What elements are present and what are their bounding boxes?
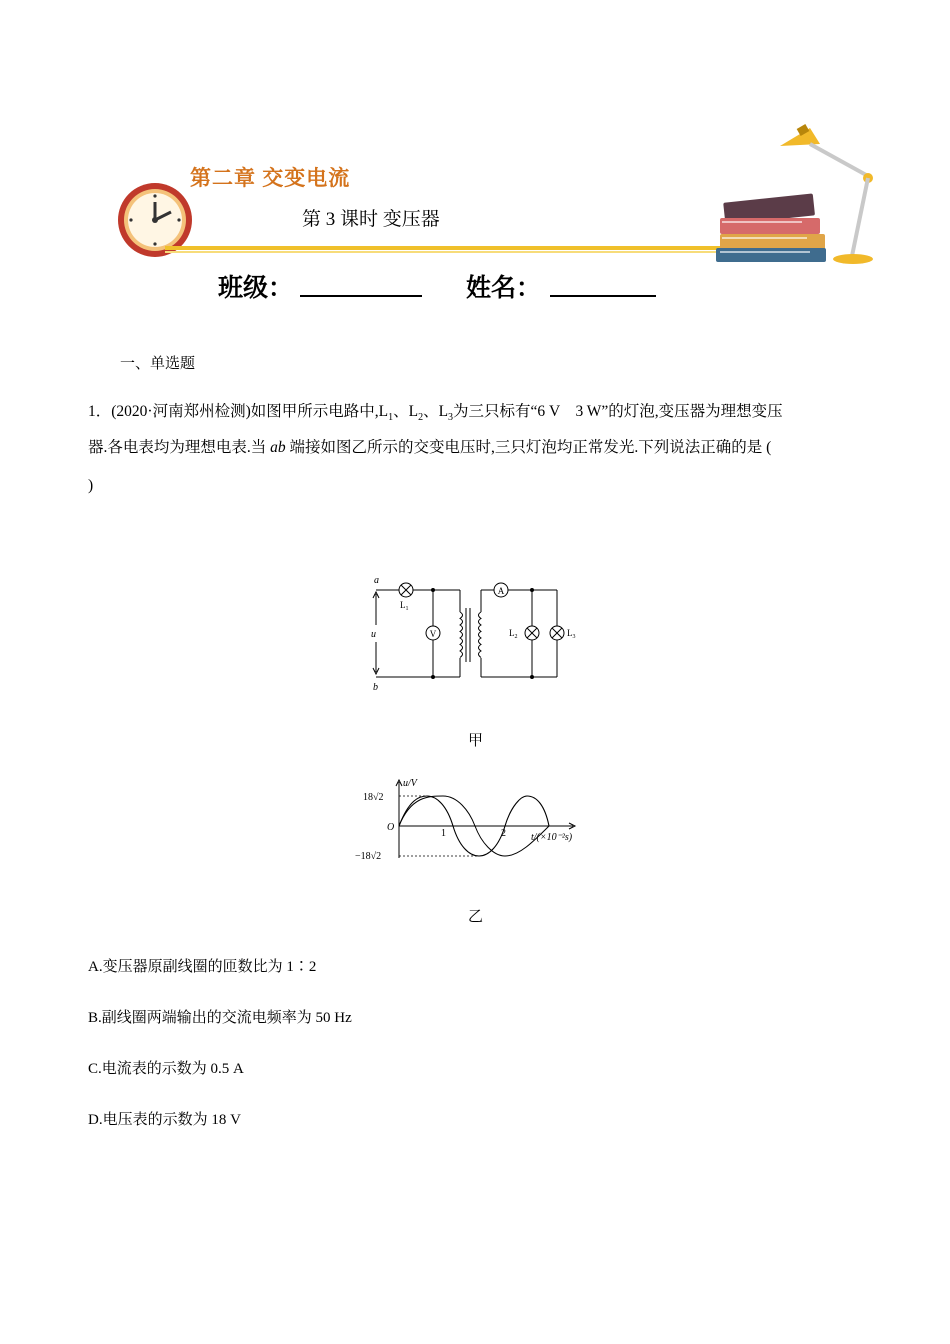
class-label: 班级： bbox=[218, 275, 294, 302]
label-a: a bbox=[374, 575, 379, 586]
svg-text:A: A bbox=[497, 586, 505, 596]
label-l2: $L_2$ bbox=[509, 628, 518, 640]
figure2-caption: 乙 bbox=[468, 909, 484, 925]
lamp-l1-icon bbox=[399, 583, 413, 597]
x-tick-2: 2 bbox=[501, 828, 506, 839]
label-l1: $L_1$ bbox=[400, 600, 409, 612]
ammeter-icon bbox=[494, 583, 508, 597]
sine-curve bbox=[355, 770, 595, 870]
y-max-label: 18√2 bbox=[363, 792, 384, 803]
option-d[interactable]: D.电压表的示数为 18 V bbox=[88, 1112, 241, 1128]
name-field[interactable] bbox=[550, 295, 656, 297]
books-and-lamp-icon bbox=[710, 118, 885, 268]
x-axis-label: t/(×10⁻²s) bbox=[531, 832, 573, 843]
figure1-caption: 甲 bbox=[468, 733, 484, 749]
option-b[interactable]: B.副线圈两端输出的交流电频率为 50 Hz bbox=[88, 1010, 352, 1026]
y-min-label: −18√2 bbox=[355, 851, 382, 862]
x-tick-1: 1 bbox=[441, 828, 446, 839]
question-stem-line3: ) bbox=[88, 477, 94, 494]
label-u: u bbox=[371, 629, 376, 640]
lamp-l3-icon bbox=[550, 626, 564, 640]
option-c[interactable]: C.电流表的示数为 0.5 A bbox=[88, 1061, 244, 1077]
label-b: b bbox=[373, 682, 378, 693]
lamp-l2-icon bbox=[525, 626, 539, 640]
section-title: 一、单选题 bbox=[120, 356, 196, 372]
y-axis-label: u/V bbox=[403, 778, 417, 789]
label-l3: $L_3$ bbox=[567, 628, 576, 640]
svg-text:V: V bbox=[429, 629, 437, 639]
voltmeter-icon bbox=[426, 626, 440, 640]
chapter-title: 第二章 交变电流 bbox=[190, 166, 351, 190]
banner-divider-secondary bbox=[165, 251, 725, 253]
origin-label: O bbox=[387, 822, 395, 833]
banner-divider bbox=[165, 246, 725, 250]
question-stem-line1: 1．(2020·河南郑州检测)如图甲所示电路中$,L_1$、$L_2$、$L_3$为三只标有“6 V 3 W”的灯泡,变压器为理想变压 bbox=[88, 403, 783, 424]
class-field[interactable] bbox=[300, 295, 422, 297]
option-a[interactable]: A.变压器原副线圈的匝数比为 1∶2 bbox=[88, 959, 317, 975]
question-stem-line2: 器.各电表均为理想电表.当 ab 端接如图乙所示的交变电压时,三只灯泡均正常发光.下列说法正确的是 ( bbox=[88, 439, 772, 456]
name-label: 姓名： bbox=[466, 275, 542, 302]
circuit-diagram bbox=[360, 570, 590, 695]
lesson-title: 第 3 课时 变压器 bbox=[302, 209, 440, 230]
